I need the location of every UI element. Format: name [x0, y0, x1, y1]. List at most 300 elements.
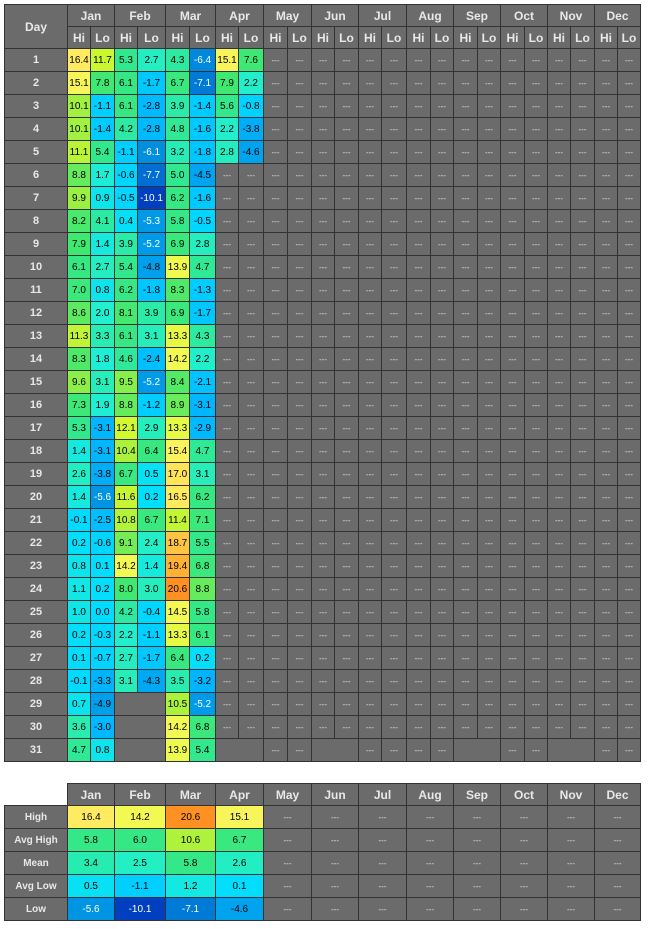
hi-subheader: Hi — [312, 27, 335, 49]
empty-cell: --- — [525, 601, 548, 624]
low-temp-cell: -7.1 — [190, 72, 216, 95]
low-temp-cell: 4.7 — [190, 256, 216, 279]
empty-cell: --- — [454, 279, 478, 302]
empty-cell: --- — [478, 279, 501, 302]
high-temp-cell: 1.1 — [68, 578, 91, 601]
empty-cell: --- — [335, 72, 359, 95]
high-temp-cell: -1.1 — [115, 141, 138, 164]
summary-value-cell: -7.1 — [166, 898, 216, 921]
empty-cell: --- — [359, 693, 382, 716]
empty-cell: --- — [454, 233, 478, 256]
empty-cell: --- — [312, 440, 335, 463]
summary-month-header-may: May — [264, 784, 312, 806]
empty-cell: --- — [216, 348, 239, 371]
empty-cell: --- — [548, 670, 571, 693]
low-temp-cell: 6.7 — [138, 509, 166, 532]
summary-value-cell: 5.8 — [68, 829, 115, 852]
high-temp-cell: 3.9 — [115, 233, 138, 256]
empty-cell: --- — [525, 486, 548, 509]
high-temp-cell: 8.8 — [68, 164, 91, 187]
low-temp-cell: 0.1 — [91, 555, 115, 578]
low-temp-cell: 2.4 — [138, 532, 166, 555]
empty-cell: --- — [431, 325, 454, 348]
summary-value-cell: 1.2 — [166, 875, 216, 898]
day-row — [5, 739, 641, 762]
high-temp-cell: 4.3 — [166, 49, 190, 72]
empty-cell: --- — [548, 693, 571, 716]
hi-subheader: Hi — [454, 27, 478, 49]
empty-cell: --- — [478, 118, 501, 141]
summary-row — [5, 875, 641, 898]
day-label: 20 — [5, 486, 68, 509]
empty-cell: --- — [454, 256, 478, 279]
empty-cell: --- — [595, 95, 618, 118]
empty-cell: --- — [525, 693, 548, 716]
empty-cell: --- — [595, 325, 618, 348]
empty-cell: --- — [478, 670, 501, 693]
blank-cell — [115, 739, 166, 762]
empty-cell: --- — [595, 555, 618, 578]
empty-cell: --- — [571, 95, 595, 118]
empty-cell: --- — [407, 95, 431, 118]
empty-cell: --- — [595, 624, 618, 647]
low-temp-cell: -1.7 — [190, 302, 216, 325]
high-temp-cell: 13.3 — [166, 325, 190, 348]
empty-cell: --- — [288, 647, 312, 670]
empty-cell: --- — [335, 486, 359, 509]
summary-value-cell: 15.1 — [216, 806, 264, 829]
low-temp-cell: 2.8 — [190, 233, 216, 256]
empty-cell: --- — [525, 164, 548, 187]
day-row — [5, 555, 641, 578]
empty-cell: --- — [382, 210, 407, 233]
blank-cell — [115, 693, 166, 716]
empty-cell: --- — [407, 601, 431, 624]
empty-cell: --- — [618, 578, 641, 601]
low-temp-cell: 8.8 — [190, 578, 216, 601]
empty-cell: --- — [359, 279, 382, 302]
summary-empty-cell: --- — [595, 852, 641, 875]
empty-cell: --- — [312, 716, 335, 739]
summary-empty-cell: --- — [359, 806, 407, 829]
empty-cell: --- — [288, 624, 312, 647]
day-row — [5, 394, 641, 417]
empty-cell: --- — [359, 371, 382, 394]
empty-cell: --- — [595, 486, 618, 509]
day-row — [5, 578, 641, 601]
empty-cell: --- — [335, 95, 359, 118]
empty-cell: --- — [548, 555, 571, 578]
empty-cell: --- — [288, 463, 312, 486]
empty-cell: --- — [431, 647, 454, 670]
low-temp-cell: -1.7 — [138, 647, 166, 670]
low-temp-cell: 3.1 — [138, 325, 166, 348]
empty-cell: --- — [618, 555, 641, 578]
day-label: 27 — [5, 647, 68, 670]
empty-cell: --- — [288, 440, 312, 463]
empty-cell: --- — [548, 509, 571, 532]
empty-cell: --- — [501, 394, 525, 417]
empty-cell: --- — [264, 279, 288, 302]
high-temp-cell: 16.4 — [68, 49, 91, 72]
summary-empty-cell: --- — [359, 898, 407, 921]
low-temp-cell: 6.4 — [138, 440, 166, 463]
high-temp-cell: 7.9 — [216, 72, 239, 95]
empty-cell: --- — [312, 394, 335, 417]
empty-cell: --- — [595, 739, 618, 762]
empty-cell: --- — [312, 72, 335, 95]
low-temp-cell: 2.0 — [91, 302, 115, 325]
high-temp-cell: 4.2 — [115, 118, 138, 141]
summary-month-header-sep: Sep — [454, 784, 501, 806]
empty-cell: --- — [216, 256, 239, 279]
empty-cell: --- — [501, 555, 525, 578]
day-row — [5, 647, 641, 670]
empty-cell: --- — [571, 601, 595, 624]
empty-cell: --- — [478, 440, 501, 463]
empty-cell: --- — [548, 325, 571, 348]
empty-cell: --- — [618, 647, 641, 670]
empty-cell: --- — [571, 49, 595, 72]
empty-cell: --- — [454, 555, 478, 578]
day-label: 4 — [5, 118, 68, 141]
empty-cell: --- — [525, 210, 548, 233]
empty-cell: --- — [288, 302, 312, 325]
empty-cell: --- — [312, 302, 335, 325]
high-temp-cell: -0.6 — [115, 164, 138, 187]
empty-cell: --- — [407, 417, 431, 440]
summary-empty-cell: --- — [501, 829, 548, 852]
empty-cell: --- — [431, 210, 454, 233]
empty-cell: --- — [618, 164, 641, 187]
empty-cell: --- — [501, 95, 525, 118]
empty-cell: --- — [525, 279, 548, 302]
empty-cell: --- — [382, 463, 407, 486]
empty-cell: --- — [571, 509, 595, 532]
high-temp-cell: 10.1 — [68, 118, 91, 141]
empty-cell: --- — [525, 325, 548, 348]
empty-cell: --- — [571, 371, 595, 394]
high-temp-cell: 7.3 — [68, 394, 91, 417]
empty-cell: --- — [454, 141, 478, 164]
empty-cell: --- — [312, 256, 335, 279]
empty-cell: --- — [595, 716, 618, 739]
empty-cell: --- — [431, 371, 454, 394]
empty-cell: --- — [216, 371, 239, 394]
empty-cell: --- — [571, 210, 595, 233]
empty-cell: --- — [312, 670, 335, 693]
low-temp-cell: 5.4 — [190, 739, 216, 762]
empty-cell: --- — [618, 279, 641, 302]
empty-cell: --- — [359, 463, 382, 486]
summary-empty-cell: --- — [312, 898, 359, 921]
empty-cell: --- — [335, 555, 359, 578]
day-row — [5, 532, 641, 555]
high-temp-cell: 10.8 — [115, 509, 138, 532]
empty-cell: --- — [525, 394, 548, 417]
month-header-sep: Sep — [454, 5, 501, 27]
empty-cell: --- — [216, 532, 239, 555]
empty-cell: --- — [382, 509, 407, 532]
empty-cell: --- — [501, 302, 525, 325]
empty-cell: --- — [335, 164, 359, 187]
empty-cell: --- — [239, 233, 264, 256]
empty-cell: --- — [525, 555, 548, 578]
month-header-may: May — [264, 5, 312, 27]
empty-cell: --- — [335, 118, 359, 141]
empty-cell: --- — [382, 49, 407, 72]
empty-cell: --- — [431, 578, 454, 601]
day-row — [5, 417, 641, 440]
empty-cell: --- — [382, 72, 407, 95]
low-temp-cell: 3.3 — [91, 325, 115, 348]
empty-cell: --- — [239, 325, 264, 348]
empty-cell: --- — [454, 210, 478, 233]
summary-empty-cell: --- — [548, 852, 595, 875]
empty-cell: --- — [478, 325, 501, 348]
empty-cell: --- — [359, 187, 382, 210]
high-temp-cell: 8.3 — [68, 348, 91, 371]
empty-cell: --- — [478, 164, 501, 187]
empty-cell: --- — [264, 624, 288, 647]
empty-cell: --- — [454, 348, 478, 371]
low-temp-cell: 7.8 — [91, 72, 115, 95]
low-temp-cell: 1.7 — [91, 164, 115, 187]
empty-cell: --- — [431, 49, 454, 72]
empty-cell: --- — [288, 417, 312, 440]
lo-subheader: Lo — [571, 27, 595, 49]
day-label: 24 — [5, 578, 68, 601]
summary-empty-cell: --- — [264, 898, 312, 921]
empty-cell: --- — [454, 371, 478, 394]
empty-cell: --- — [548, 348, 571, 371]
high-temp-cell: 5.4 — [115, 256, 138, 279]
month-header-dec: Dec — [595, 5, 641, 27]
lo-subheader: Lo — [288, 27, 312, 49]
empty-cell: --- — [571, 187, 595, 210]
high-temp-cell: 18.7 — [166, 532, 190, 555]
empty-cell: --- — [312, 463, 335, 486]
day-row — [5, 624, 641, 647]
empty-cell: --- — [216, 279, 239, 302]
empty-cell: --- — [264, 348, 288, 371]
empty-cell: --- — [548, 371, 571, 394]
low-temp-cell: -1.8 — [138, 279, 166, 302]
empty-cell: --- — [288, 49, 312, 72]
high-temp-cell: 19.4 — [166, 555, 190, 578]
low-temp-cell: -4.5 — [190, 164, 216, 187]
summary-empty-cell: --- — [359, 875, 407, 898]
empty-cell: --- — [548, 72, 571, 95]
low-temp-cell: 0.2 — [138, 486, 166, 509]
empty-cell: --- — [335, 670, 359, 693]
empty-cell: --- — [571, 256, 595, 279]
empty-cell: --- — [454, 624, 478, 647]
high-temp-cell: 14.2 — [166, 716, 190, 739]
empty-cell: --- — [478, 394, 501, 417]
empty-cell: --- — [264, 555, 288, 578]
empty-cell: --- — [239, 693, 264, 716]
empty-cell: --- — [312, 624, 335, 647]
low-temp-cell: 4.1 — [91, 210, 115, 233]
empty-cell: --- — [548, 440, 571, 463]
low-temp-cell: 3.1 — [91, 371, 115, 394]
empty-cell: --- — [359, 394, 382, 417]
summary-month-header-nov: Nov — [548, 784, 595, 806]
empty-cell: --- — [454, 578, 478, 601]
empty-cell: --- — [264, 670, 288, 693]
summary-value-cell: 14.2 — [115, 806, 166, 829]
high-temp-cell: 14.2 — [166, 348, 190, 371]
empty-cell: --- — [501, 325, 525, 348]
empty-cell: --- — [525, 49, 548, 72]
high-temp-cell: 8.2 — [68, 210, 91, 233]
high-temp-cell: 14.5 — [166, 601, 190, 624]
empty-cell: --- — [618, 693, 641, 716]
empty-cell: --- — [407, 49, 431, 72]
empty-cell: --- — [288, 141, 312, 164]
empty-cell: --- — [382, 693, 407, 716]
empty-cell: --- — [407, 509, 431, 532]
empty-cell: --- — [431, 394, 454, 417]
high-temp-cell: 6.2 — [115, 279, 138, 302]
empty-cell: --- — [359, 624, 382, 647]
low-temp-cell: 1.4 — [91, 233, 115, 256]
low-temp-cell: 11.7 — [91, 49, 115, 72]
day-label: 17 — [5, 417, 68, 440]
empty-cell: --- — [288, 693, 312, 716]
empty-cell: --- — [525, 716, 548, 739]
high-temp-cell: 3.9 — [166, 95, 190, 118]
empty-cell: --- — [382, 647, 407, 670]
day-label: 6 — [5, 164, 68, 187]
empty-cell: --- — [478, 532, 501, 555]
empty-cell: --- — [407, 141, 431, 164]
low-temp-cell: -2.4 — [138, 348, 166, 371]
day-label: 21 — [5, 509, 68, 532]
empty-cell: --- — [431, 440, 454, 463]
empty-cell: --- — [216, 670, 239, 693]
empty-cell: --- — [359, 118, 382, 141]
low-temp-cell: -2.5 — [91, 509, 115, 532]
low-temp-cell: -1.8 — [190, 141, 216, 164]
empty-cell: --- — [501, 233, 525, 256]
empty-cell: --- — [216, 394, 239, 417]
empty-cell: --- — [264, 532, 288, 555]
high-temp-cell: 13.3 — [166, 417, 190, 440]
empty-cell: --- — [571, 417, 595, 440]
empty-cell: --- — [595, 233, 618, 256]
high-temp-cell: 5.3 — [68, 417, 91, 440]
empty-cell: --- — [312, 233, 335, 256]
empty-cell: --- — [501, 417, 525, 440]
empty-cell: --- — [454, 325, 478, 348]
summary-empty-cell: --- — [407, 806, 454, 829]
low-temp-cell: -2.8 — [138, 118, 166, 141]
day-label: 25 — [5, 601, 68, 624]
empty-cell: --- — [288, 348, 312, 371]
empty-cell: --- — [478, 647, 501, 670]
empty-cell: --- — [618, 233, 641, 256]
empty-cell: --- — [431, 509, 454, 532]
empty-cell: --- — [618, 72, 641, 95]
day-label: 13 — [5, 325, 68, 348]
summary-empty-cell: --- — [548, 806, 595, 829]
low-temp-cell: 0.8 — [91, 739, 115, 762]
empty-cell: --- — [548, 417, 571, 440]
empty-cell: --- — [382, 555, 407, 578]
empty-cell: --- — [407, 118, 431, 141]
empty-cell: --- — [595, 118, 618, 141]
low-temp-cell: -1.7 — [138, 72, 166, 95]
empty-cell: --- — [264, 601, 288, 624]
empty-cell: --- — [288, 601, 312, 624]
empty-cell: --- — [431, 233, 454, 256]
empty-cell: --- — [288, 95, 312, 118]
empty-cell: --- — [525, 371, 548, 394]
empty-cell: --- — [382, 302, 407, 325]
empty-cell: --- — [407, 670, 431, 693]
empty-cell: --- — [571, 716, 595, 739]
empty-cell: --- — [407, 647, 431, 670]
empty-cell: --- — [595, 693, 618, 716]
empty-cell: --- — [264, 371, 288, 394]
empty-cell: --- — [525, 95, 548, 118]
high-temp-cell: 9.9 — [68, 187, 91, 210]
empty-cell: --- — [548, 578, 571, 601]
empty-cell: --- — [216, 233, 239, 256]
lo-subheader: Lo — [618, 27, 641, 49]
low-temp-cell: -3.8 — [91, 463, 115, 486]
high-temp-cell: 6.1 — [115, 95, 138, 118]
empty-cell: --- — [501, 256, 525, 279]
empty-cell: --- — [595, 72, 618, 95]
empty-cell: --- — [478, 348, 501, 371]
month-header-nov: Nov — [548, 5, 595, 27]
empty-cell: --- — [431, 417, 454, 440]
empty-cell: --- — [595, 532, 618, 555]
summary-value-cell: -1.1 — [115, 875, 166, 898]
empty-cell: --- — [216, 440, 239, 463]
empty-cell: --- — [335, 693, 359, 716]
empty-cell: --- — [595, 141, 618, 164]
empty-cell: --- — [264, 417, 288, 440]
lo-subheader: Lo — [335, 27, 359, 49]
empty-cell: --- — [359, 233, 382, 256]
blank-cell — [454, 739, 501, 762]
empty-cell: --- — [454, 693, 478, 716]
low-temp-cell: -0.8 — [239, 95, 264, 118]
high-temp-cell: 0.2 — [68, 532, 91, 555]
high-temp-cell: 12.1 — [115, 417, 138, 440]
empty-cell: --- — [454, 440, 478, 463]
summary-month-header-mar: Mar — [166, 784, 216, 806]
low-temp-cell: -5.3 — [138, 210, 166, 233]
empty-cell: --- — [595, 210, 618, 233]
lo-subheader: Lo — [190, 27, 216, 49]
empty-cell: --- — [359, 578, 382, 601]
day-row — [5, 210, 641, 233]
high-temp-cell: 15.4 — [166, 440, 190, 463]
summary-empty-cell: --- — [264, 852, 312, 875]
empty-cell: --- — [618, 95, 641, 118]
day-row — [5, 463, 641, 486]
empty-cell: --- — [239, 187, 264, 210]
low-temp-cell: 0.9 — [91, 187, 115, 210]
high-temp-cell: 4.8 — [166, 118, 190, 141]
empty-cell: --- — [312, 647, 335, 670]
summary-empty-cell: --- — [548, 829, 595, 852]
